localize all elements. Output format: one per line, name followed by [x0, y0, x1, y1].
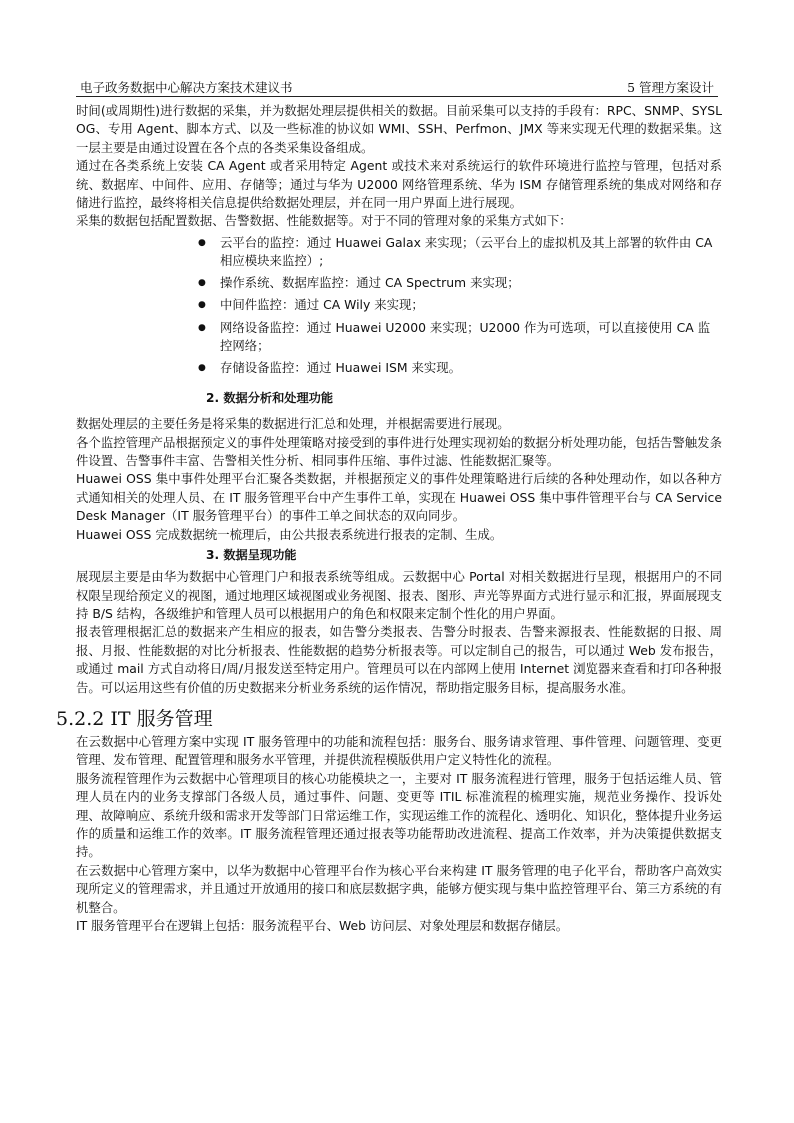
paragraph: 服务流程管理作为云数据中心管理项目的核心功能模块之一，主要对 IT 服务流程进行管理，服务于包括运维人员、管理人员在内的业务支撑部门各级人员，通过事件、问题、变更等 ITIL 标准流程的梳理实施，规范业务操作、投诉处理、故障响应、系统升级和需求开发等部门日常运维工作，实现运维工作的流程化、透明化、知识化，整体提升业务运作的质量和运维工作的效率。IT 服务流程管理还通过报表等功能帮助改进流程、提高工作效率，并为决策提供数据支持。: [76, 770, 722, 860]
section-title-it-service-management: 5.2.2 IT 服务管理: [56, 707, 213, 730]
collection-methods-list: [76, 234, 722, 377]
section-body: [76, 733, 722, 935]
paragraph: 在云数据中心管理方案中，以华为数据中心管理平台作为核心平台来构建 IT 服务管理的电子化平台，帮助客户高效实现所定义的管理需求，并且通过开放通用的接口和底层数据字典，能够方便实现与集中监控管理平台、第三方系统的有机整合。: [76, 862, 722, 915]
paragraph: 展现层主要是由华为数据中心管理门户和报表系统等组成。云数据中心 Portal 对相关数据进行呈现，根据用户的不同权限呈现给预定义的视图，通过地理区域视图或业务视图、报表、图形、声光等界面方式进行显示和汇报，界面展现支持 B/S 结构，各级维护和管理人员可以根据用户的角色和权限来定制个性化的用户界面。: [76, 569, 722, 621]
list-item: ● 中间件监控：通过 CA Wily 来实现；: [198, 296, 722, 314]
list-item: ● 云平台的监控：通过 Huawei Galax 来实现；（云平台上的虚拟机及其上部署的软件由 CA 相应模块来监控）;: [198, 234, 722, 270]
paragraph: Huawei OSS 完成数据统一梳理后，由公共报表系统进行报表的定制、生成。: [76, 526, 503, 542]
paragraph: 采集的数据包括配置数据、告警数据、性能数据等。对于不同的管理对象的采集方式如下：: [76, 213, 572, 229]
section-heading-data-analysis: 2. 数据分析和处理功能: [206, 391, 334, 406]
list-item: ● 存储设备监控：通过 Huawei ISM 来实现。: [198, 359, 722, 377]
paragraph: 数据处理层的主要任务是将采集的数据进行汇总和处理，并根据需要进行展现。: [76, 416, 510, 432]
section-heading-data-presentation: 3. 数据呈现功能: [206, 548, 297, 563]
paragraph: 各个监控管理产品根据预定义的事件处理策略对接受到的事件进行处理实现初始的数据分析处理功能，包括告警触发条件设置、告警事件丰富、告警相关性分析、相同事件压缩、事件过滤、性能数据汇聚等。: [76, 434, 722, 469]
chapter-title: 5 管理方案设计: [627, 80, 714, 95]
document-title: 电子政务数据中心解决方案技术建议书: [80, 80, 293, 95]
list-item: ● 网络设备监控：通过 Huawei U2000 来实现；U2000 作为可选项，可以直接使用 CA 监控网络；: [198, 319, 722, 355]
paragraph: IT 服务管理平台在逻辑上包括：服务流程平台、Web 访问层、对象处理层和数据存储层。: [76, 918, 569, 934]
page-header: [76, 76, 718, 97]
paragraph: 通过在各类系统上安装 CA Agent 或者采用特定 Agent 或技术来对系统运行的软件环境进行监控与管理，包括对系统、数据库、中间件、应用、存储等；通过与华为 U2000 网络管理系统、华为 ISM 存储管理系统的集成对网络和存储进行监控，最终将相关信息提供给数据处理层，并在同一用户界面上进行展现。: [76, 158, 722, 211]
paragraph: 在云数据中心管理方案中实现 IT 服务管理中的功能和流程包括：服务台、服务请求管理、事件管理、问题管理、变更管理、发布管理、配置管理和服务水平管理，并提供流程模版供用户定义特性化的流程。: [76, 733, 722, 768]
list-item: ● 操作系统、数据库监控：通过 CA Spectrum 来实现；: [198, 274, 722, 292]
paragraph: 报表管理根据汇总的数据来产生相应的报表，如告警分类报表、告警分时报表、告警来源报表、性能数据的日报、周报、月报、性能数据的对比分析报表、性能数据的趋势分析报表等。可以定制自己的报告，可以通过 Web 发布报告，或通过 mail 方式自动将日/周/月报发送至特定用户。管理员可以在内部网上使用 Internet 浏览器来查看和打印各种报告。可以运用这些有价值的历史数据来分析业务系统的运作情况，帮助指定服务目标，提高服务水准。: [76, 624, 722, 695]
paragraph: 时间(或周期性)进行数据的采集，并为数据处理层提供相关的数据。目前采集可以支持的手段有：RPC、SNMP、SYSLOG、专用 Agent、脚本方式、以及一些标准的协议如 WMI、SSH、Perfmon、JMX 等来实现无代理的数据采集。这一层主要是由通过设置在各个点的各类采集设备组成。: [76, 103, 722, 155]
paragraph: Huawei OSS 集中事件处理平台汇聚各类数据，并根据预定义的事件处理策略进行后续的各种处理动作，如以各种方式通知相关的处理人员、在 IT 服务管理平台中产生事件工单，实现在 Huawei OSS 集中事件管理平台与 CA Service Desk Manager（IT 服务管理平台）的事件工单之间状态的双向同步。: [76, 471, 722, 524]
page-content: [56, 102, 722, 935]
